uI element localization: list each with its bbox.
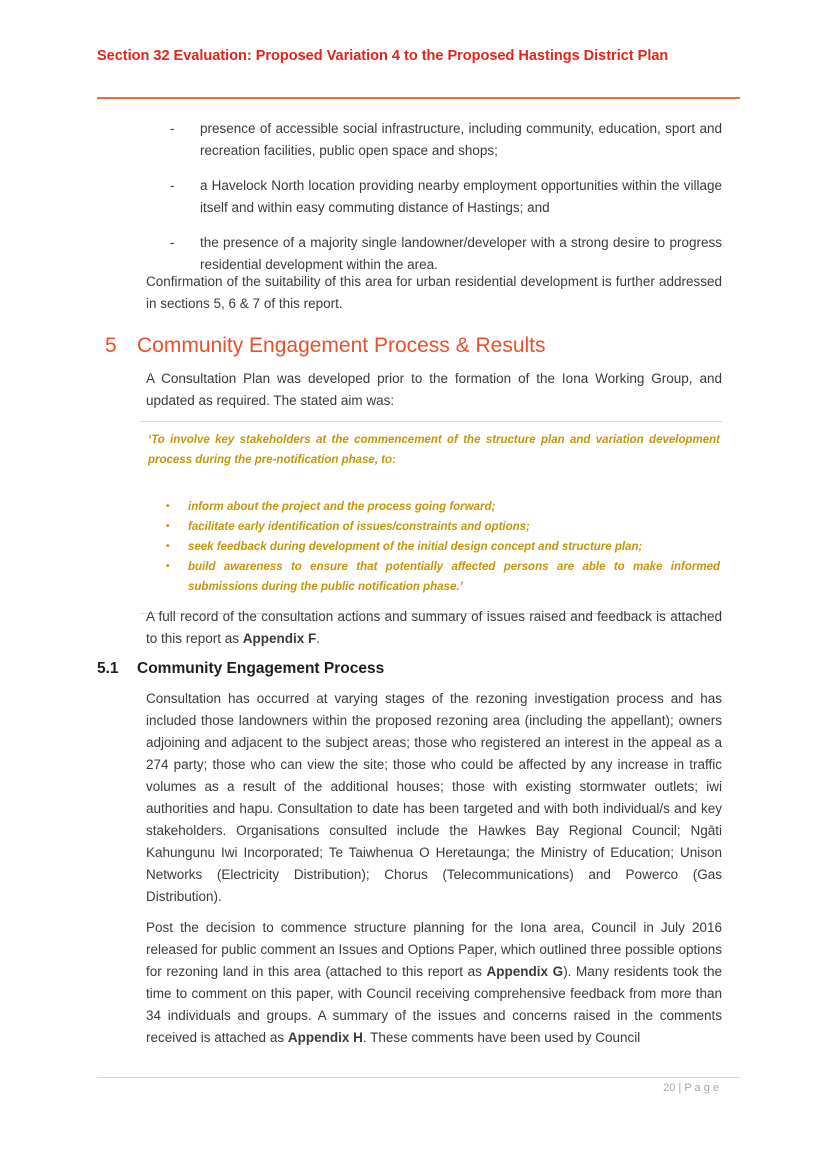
list-item (146, 232, 722, 276)
confirmation-paragraph: Confirmation of the suitability of this area for urban residential development is further addressed in sections 5, 6 & 7 of this report. (146, 274, 722, 311)
dot-bullet-marker: • (166, 501, 170, 512)
section-5-intro-paragraph: A Consultation Plan was developed prior to the formation of the Iona Working Group, and updated as required. The stated aim was: (146, 371, 722, 408)
intro-bullet-list (146, 118, 722, 289)
list-item-text: facilitate early identification of issues/constraints and options; (188, 521, 530, 533)
list-item-text: a Havelock North location providing nearby employment opportunities within the village itself and within easy commuting distance of Hastings; and (200, 178, 722, 215)
list-item (148, 517, 720, 537)
paragraph-text: ). Many residents took the time to comment on this paper, with Council receiving comprehensive feedback from more than 34 individuals and groups. A summary of the issues and concerns raised in the comments received is attached as (146, 964, 723, 1045)
list-item (148, 497, 720, 517)
list-item-text: inform about the project and the process going forward; (188, 501, 496, 513)
dash-bullet-marker: - (170, 178, 175, 193)
quote-bullet-list (148, 497, 720, 597)
consultation-process-paragraph: Consultation has occurred at varying stages of the rezoning investigation process and has included those landowners within the proposed rezoning area (including the appellant); owners adjoining and adjacent to the subject areas; those who registered an interest in the appeal as a 274 party; those who can view the site; those who could be affected by any increase in traffic volumes as a result of the additional houses; those with existing stormwater outlets; iwi authorities and hapu. Consultation to date has been targeted and with both individual/s and key stakeholders. Organisations consulted include the Hawkes Bay Regional Council; Ngāti Kahungunu Iwi Incorporated; Te Taiwhenua O Heretaunga; the Ministry of Education; Unison Networks (Electricity Distribution); Chorus (Telecommunications) and Powerco (Gas Distribution). (146, 691, 722, 904)
quote-lead-text: ‘To involve key stakeholders at the commencement of the structure plan and variation development process during the pre-notification phase, to: (148, 434, 720, 466)
section-title: Community Engagement Process (137, 660, 385, 677)
section-5-1-heading (97, 657, 384, 681)
list-item-text: the presence of a majority single landowner/developer with a strong desire to progress residential development within the area. (200, 235, 722, 272)
appendix-f-reference: Appendix F (242, 631, 317, 646)
page-header-title: Section 32 Evaluation: Proposed Variation 4 to the Proposed Hastings District Plan (97, 48, 669, 64)
dash-bullet-marker: - (170, 235, 175, 250)
paragraph-text: . (316, 631, 321, 646)
paragraph-text: A full record of the consultation actions and summary of issues raised and feedback is attached to this report as (146, 609, 722, 646)
list-item-text: build awareness to ensure that potentially affected persons are able to make informed submissions during the public notification phase.’ (188, 561, 720, 593)
section-number: 5.1 (97, 660, 119, 677)
paragraph-text: . These comments have been used by Council (362, 1030, 641, 1045)
list-item (148, 557, 720, 597)
appendix-g-reference: Appendix G (486, 964, 564, 979)
list-item (146, 175, 722, 219)
dot-bullet-marker: • (166, 521, 170, 532)
section-5-heading (105, 332, 546, 360)
list-item-text: seek feedback during development of the initial design concept and structure plan; (188, 541, 643, 553)
page-number: 20 | P a g e (663, 1082, 719, 1094)
dash-bullet-marker: - (170, 121, 175, 136)
list-item (148, 537, 720, 557)
consultation-aim-quote-block (140, 421, 722, 614)
list-item (146, 118, 722, 162)
header-rule (97, 97, 740, 99)
full-record-paragraph (146, 606, 722, 650)
footer-rule (97, 1077, 740, 1078)
dot-bullet-marker: • (166, 541, 170, 552)
appendix-h-reference: Appendix H (287, 1030, 363, 1045)
issues-options-paragraph (146, 917, 722, 1049)
section-number: 5 (105, 334, 117, 357)
list-item-text: presence of accessible social infrastructure, including community, education, sport and recreation facilities, public open space and shops; (200, 121, 722, 158)
section-title: Community Engagement Process & Results (137, 334, 546, 357)
paragraph-text: Post the decision to commence structure planning for the Iona area, Council in July 2016 released for public comment an Issues and Options Paper, which outlined three possible options for rezoning land in this area (attached to this report as (146, 920, 722, 979)
dot-bullet-marker: • (166, 561, 170, 572)
